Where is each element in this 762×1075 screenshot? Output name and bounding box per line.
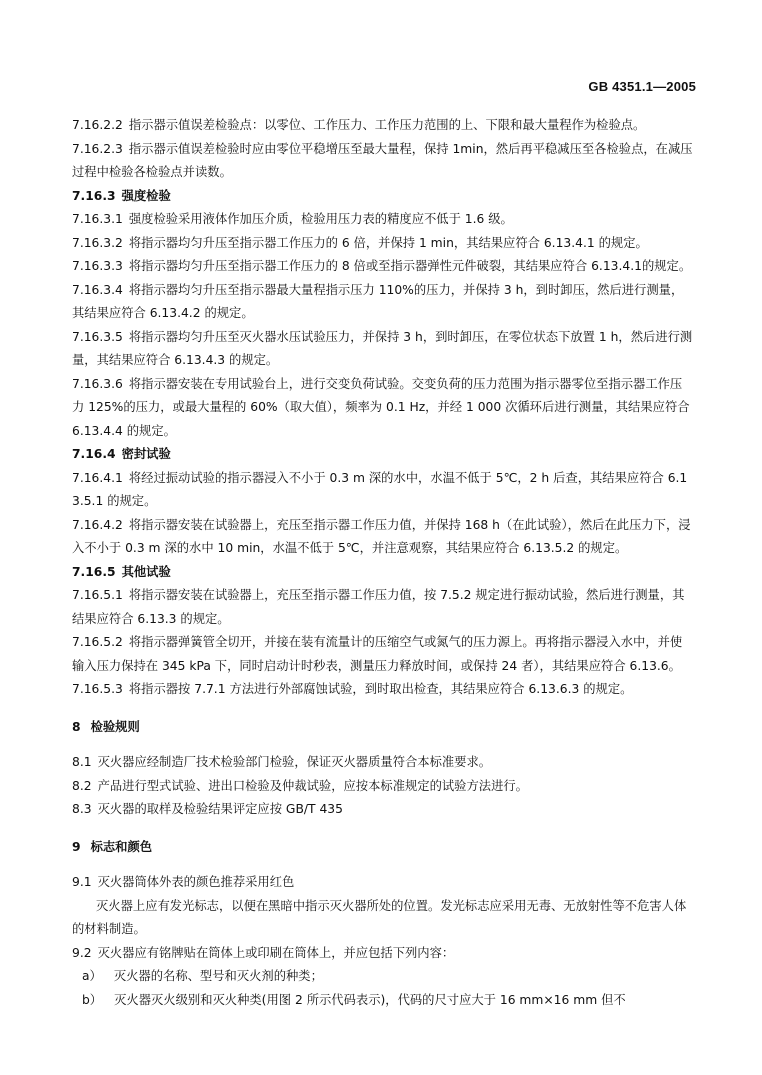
clause-text: 将指示器均匀升压至指示器最大量程指示压力 110%的压力，并保持 3 h，到时卸压，然后进行测量，其结果应符合 6.13.4.2 的规定。: [72, 282, 684, 320]
clause-text: 指示器示值误差检验点：以零位、工作压力、工作压力范围的上、下限和最大量程作为检验点。: [128, 118, 646, 132]
clause-9-1: [72, 871, 694, 895]
section-7-16-list: [72, 114, 694, 702]
clause-number: 7.16.3: [72, 188, 116, 203]
clause-paragraph: [72, 326, 694, 373]
list-item-a: [72, 965, 694, 989]
clause-text: 强度检验采用液体作加压介质，检验用压力表的精度应不低于 1.6 级。: [128, 212, 513, 226]
clause-paragraph: [72, 514, 694, 561]
clause-paragraph: [72, 279, 694, 326]
list-item-b: [72, 989, 694, 1013]
clause-number: 7.16.2.2: [72, 118, 123, 132]
list-marker: a）: [82, 969, 102, 983]
clause-text: 灭火器应经制造厂技术检验部门检验，保证灭火器质量符合本标准要求。: [97, 755, 492, 769]
clause-9-1-continued: 灭火器上应有发光标志，以便在黑暗中指示灭火器所处的位置。发光标志应采用无毒、无放射性等不危害人体的材料制造。: [72, 898, 687, 936]
clause-text: 将指示器安装在专用试验台上，进行交变负荷试验。交变负荷的压力范围为指示器零位至指示器工作压力 125%的压力，或最大量程的 60%（取大值），频率为 0.1 Hz，并经 1 000 次循环后进行测量，其结果应符合 6.13.4.4 的规定。: [72, 376, 690, 438]
clause-number: 7.16.3.1: [72, 212, 123, 226]
clause-text: 灭火器筒体外表的颜色推荐采用红色: [97, 875, 295, 889]
clause-number: 7.16.5.2: [72, 635, 123, 649]
document-body: [72, 114, 694, 1012]
clause-number: 8.3: [72, 802, 92, 816]
clause-paragraph: [72, 561, 694, 585]
clause-paragraph: [72, 443, 694, 467]
clause-paragraph: [72, 255, 694, 279]
section-9-number: 9: [72, 839, 81, 854]
clause-8-3: [72, 798, 694, 822]
clause-text: 将指示器安装在试验器上，充压至指示器工作压力值，按 7.5.2 规定进行振动试验，然后进行测量，其结果应符合 6.13.3 的规定。: [72, 588, 685, 626]
clause-text: 密封试验: [121, 447, 171, 461]
section-9-title: 标志和颜色: [90, 839, 153, 854]
clause-text: 将指示器按 7.7.1 方法进行外部腐蚀试验，到时取出检查，其结果应符合 6.13.6.3 的规定。: [128, 682, 633, 696]
clause-paragraph: [72, 138, 694, 185]
clause-number: 7.16.4: [72, 447, 116, 461]
clause-number: 7.16.3.5: [72, 329, 123, 344]
clause-text: 将指示器安装在试验器上，充压至指示器工作压力值，并保持 168 h（在此试验），然后在此压力下，浸入不小于 0.3 m 深的水中 10 min，水温不低于 5℃，并注意观察，其结果应符合 6.13.5.2 的规定。: [72, 517, 691, 555]
clause-9-2: [72, 942, 694, 966]
clause-text: 灭火器的取样及检验结果评定应按 GB/T 435: [97, 802, 343, 816]
clause-paragraph: [72, 373, 694, 444]
clause-text: 灭火器应有铭牌贴在筒体上或印刷在筒体上，并应包括下列内容：: [97, 945, 455, 960]
clause-number: 7.16.4.1: [72, 470, 123, 485]
clause-number: 7.16.4.2: [72, 517, 123, 532]
clause-text: 其他试验: [121, 564, 171, 579]
clause-text: 将指示器均匀升压至灭火器水压试验压力，并保持 3 h，到时卸压，在零位状态下放置 1 h，然后进行测量，其结果应符合 6.13.4.3 的规定。: [72, 329, 693, 367]
clause-number: 7.16.3.4: [72, 282, 123, 297]
clause-number: 9.1: [72, 875, 92, 889]
clause-paragraph: [72, 185, 694, 209]
section-8-title: 检验规则: [90, 719, 140, 734]
clause-number: 7.16.5.1: [72, 588, 123, 602]
list-marker: b）: [82, 992, 103, 1007]
clause-paragraph: [72, 208, 694, 232]
clause-paragraph: [72, 467, 694, 514]
section-9-heading: [72, 836, 694, 860]
clause-8-1: [72, 751, 694, 775]
clause-text: 将经过振动试验的指示器浸入不小于 0.3 m 深的水中，水温不低于 5℃，2 h 后查，其结果应符合 6.13.5.1 的规定。: [72, 470, 688, 508]
clause-number: 8.1: [72, 755, 92, 769]
clause-text: 指示器示值误差检验时应由零位平稳增压至最大量程，保持 1min，然后再平稳减压至各检验点，在减压过程中检验各检验点并读数。: [72, 141, 693, 179]
clause-text: 将指示器弹簧管全切开，并接在装有流量计的压缩空气或氮气的压力源上。再将指示器浸入水中，并使输入压力保持在 345 kPa 下，同时启动计时秒表，测量压力释放时间，或保持 24 者），其结果应符合 6.13.6。: [72, 635, 683, 673]
clause-number: 7.16.2.3: [72, 141, 123, 156]
list-text: 灭火器的名称、型号和灭火剂的种类；: [113, 969, 323, 983]
standard-number: GB 4351.1—2005: [588, 79, 696, 94]
clause-text: 将指示器均匀升压至指示器工作压力的 6 倍，并保持 1 min，其结果应符合 6.13.4.1 的规定。: [128, 235, 648, 250]
list-text: 灭火器灭火级别和灭火种类(用图 2 所示代码表示)，代码的尺寸应大于 16 mm×16 mm 但不: [114, 992, 626, 1007]
clause-number: 9.2: [72, 945, 92, 960]
clause-number: 7.16.3.6: [72, 376, 123, 391]
clause-paragraph: [72, 584, 694, 631]
section-8-heading: [72, 716, 694, 740]
clause-number: 7.16.5: [72, 564, 116, 579]
clause-8-2: [72, 775, 694, 799]
clause-number: 7.16.5.3: [72, 682, 123, 696]
clause-text: 将指示器均匀升压至指示器工作压力的 8 倍或至指示器弹性元件破裂，其结果应符合 6.13.4.1的规定。: [128, 259, 692, 273]
section-8-number: 8: [72, 719, 81, 734]
clause-text: 产品进行型式试验、进出口检验及仲裁试验，应按本标准规定的试验方法进行。: [97, 778, 528, 793]
clause-paragraph: [72, 114, 694, 138]
clause-paragraph: [72, 232, 694, 256]
clause-number: 8.2: [72, 778, 92, 793]
clause-number: 7.16.3.3: [72, 259, 123, 273]
clause-text: 强度检验: [121, 188, 171, 203]
clause-number: 7.16.3.2: [72, 235, 123, 250]
clause-paragraph: [72, 678, 694, 702]
clause-paragraph: [72, 631, 694, 678]
